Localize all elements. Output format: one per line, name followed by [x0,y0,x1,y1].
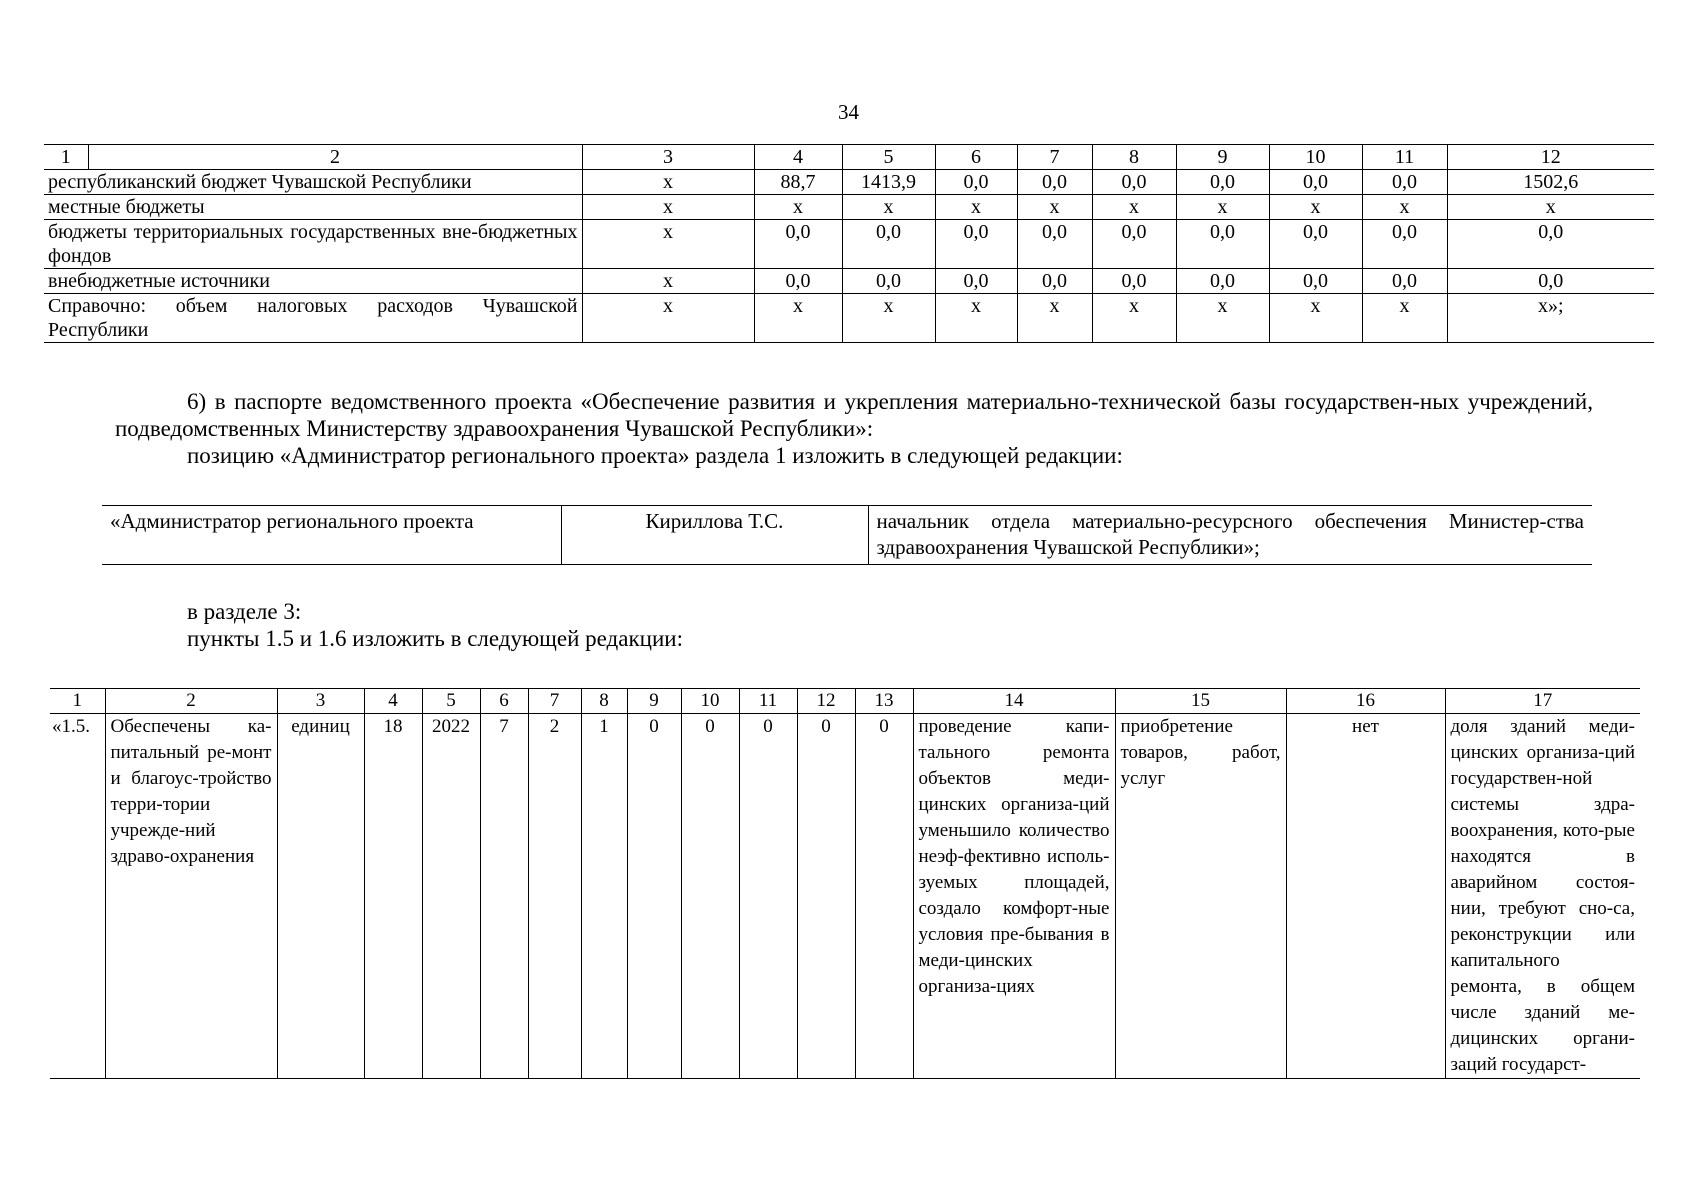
table-cell: 0,0 [1269,220,1362,269]
results-table [50,688,1640,1079]
table-cell: x»; [1447,294,1654,343]
table-row [44,170,1654,195]
row-label: бюджеты территориальных государственных вне-бюджетных фондов [44,220,582,269]
header-cell: 7 [1017,145,1092,170]
role-cell: «Администратор регионального проекта [110,509,474,533]
table-cell: x [582,294,754,343]
table-cell: x [582,269,754,294]
table-cell: 0 [627,714,681,1079]
header-cell: 10 [681,689,739,714]
table-cell: 0,0 [1176,220,1269,269]
header-cell: 8 [581,689,627,714]
header-cell: 1 [44,145,88,170]
financing-table [44,144,1654,343]
activity-type: приобретение товаров, работ, услуг [1115,714,1286,1079]
unit-cell: единиц [277,714,364,1079]
indicator-description: доля зданий меди-цинских организа-ций государствен-ной системы здра-воохранения, кото-рые находятся в аварийном состоя-нии, требуют сно-са, реконструкции или капитального ремонта, в общем числе зданий ме-дицинских органи-заций государст- [1445,714,1640,1079]
table-row [44,269,1654,294]
paragraph-6-text: 6) в паспорте ведомственного проекта «Обеспечение развития и укрепления материально-технической базы государствен-ных учреждений, подведомственных Министерству здравоохранения Чувашской Республики»: [115,389,1593,441]
table-cell: x [1092,294,1176,343]
table-cell: x [935,294,1017,343]
table-cell: 0,0 [1362,269,1447,294]
effect-description: проведение капи-тального ремонта объектов меди-цинских организа-ций уменьшило количество неэф-фективно исполь-зуемых площадей, создало комфорт-ные условия пре-бывания в меди-цинских организа-циях [913,714,1115,1079]
header-cell: 5 [422,689,480,714]
table-cell: x [754,294,842,343]
table-cell: 2022 [422,714,480,1079]
row-label: местные бюджеты [44,195,582,220]
table-row [44,220,1654,269]
table-cell: 0,0 [1092,170,1176,195]
table-row [102,506,1592,565]
table-cell: 0,0 [842,269,935,294]
table-cell: x [582,170,754,195]
table-cell: 0 [681,714,739,1079]
header-cell: 11 [1362,145,1447,170]
points-instruction: пункты 1.5 и 1.6 изложить в следующей редакции: [187,626,683,651]
header-cell: 17 [1445,689,1640,714]
table-cell: 0,0 [1176,170,1269,195]
header-cell: 6 [935,145,1017,170]
table-cell: 0,0 [1176,269,1269,294]
header-cell: 1 [50,689,105,714]
table-cell: 0 [797,714,855,1079]
table-cell: x [842,294,935,343]
table-cell: x [1362,294,1447,343]
table-cell: 1 [581,714,627,1079]
header-cell: 11 [739,689,797,714]
header-cell: 13 [855,689,913,714]
table-cell: 0,0 [1362,170,1447,195]
table-cell: x [754,195,842,220]
header-cell: 8 [1092,145,1176,170]
section-3-heading: в разделе 3: [187,599,302,624]
table-cell: 0,0 [754,269,842,294]
header-cell: 9 [1176,145,1269,170]
table-cell: 0,0 [1447,220,1654,269]
name-cell: Кириллова Т.С. [561,506,868,565]
table-cell: x [1017,195,1092,220]
row-label: республиканский бюджет Чувашской Республики [44,170,582,195]
table-cell: x [582,220,754,269]
header-cell: 4 [364,689,422,714]
table-cell: 0,0 [935,269,1017,294]
table-cell: 0 [739,714,797,1079]
table-row [44,195,1654,220]
table-cell: x [1362,195,1447,220]
table-cell: 1502,6 [1447,170,1654,195]
header-cell: 15 [1115,689,1286,714]
table-cell: 18 [364,714,422,1079]
table-cell: 0 [855,714,913,1079]
table-cell: 0,0 [1017,170,1092,195]
table-cell: нет [1286,714,1445,1079]
table-cell: 0,0 [935,220,1017,269]
table-cell: 0,0 [1269,170,1362,195]
table-cell: 0,0 [754,220,842,269]
table-cell: x [1269,294,1362,343]
header-cell: 12 [1447,145,1654,170]
amendment-paragraph [115,388,1593,469]
table-row [50,714,1640,1079]
header-cell: 2 [105,689,277,714]
table-cell: 0,0 [1362,220,1447,269]
header-cell: 12 [797,689,855,714]
table-cell: 88,7 [754,170,842,195]
page-number: 34 [838,100,859,124]
row-label: внебюджетные источники [44,269,582,294]
header-cell: 4 [754,145,842,170]
header-cell: 3 [277,689,364,714]
table-header-row [50,689,1640,714]
table-cell: 2 [528,714,581,1079]
table-cell: x [1017,294,1092,343]
result-name: Обеспечены ка-питальный ре-монт и благоус-тройство терри-тории учрежде-ний здраво-охранения [105,714,277,1079]
table-cell: 0,0 [935,170,1017,195]
administrator-table [102,505,1592,565]
position-instruction: позицию «Администратор регионального проекта» раздела 1 изложить в следующей редакции: [187,443,1123,468]
table-cell: x [1092,195,1176,220]
table-cell: x [1176,294,1269,343]
table-cell: 0,0 [1092,269,1176,294]
table-cell: x [1269,195,1362,220]
table-cell: 0,0 [1017,220,1092,269]
table-cell: x [842,195,935,220]
row-label: Справочно: объем налоговых расходов Чувашской Республики [44,294,582,343]
header-cell: 5 [842,145,935,170]
table-row [44,294,1654,343]
header-cell: 3 [582,145,754,170]
section-3-instructions [115,598,1593,652]
header-cell: 2 [88,145,582,170]
table-cell: 1413,9 [842,170,935,195]
table-cell: 0,0 [1447,269,1654,294]
header-cell: 6 [480,689,528,714]
header-cell: 10 [1269,145,1362,170]
table-cell: x [1447,195,1654,220]
table-cell: 0,0 [1017,269,1092,294]
table-cell: x [582,195,754,220]
item-number: «1.5. [52,716,90,737]
header-cell: 14 [913,689,1115,714]
table-cell: 0,0 [842,220,935,269]
position-cell: начальник отдела материально-ресурсного обеспечения Министер-ства здравоохранения Чувашской Республики»; [868,506,1592,565]
header-cell: 16 [1286,689,1445,714]
table-cell: 7 [480,714,528,1079]
header-cell: 7 [528,689,581,714]
table-cell: 0,0 [1269,269,1362,294]
table-cell: x [1176,195,1269,220]
header-cell: 9 [627,689,681,714]
table-cell: x [935,195,1017,220]
table-header-row [44,145,1654,170]
table-cell: 0,0 [1092,220,1176,269]
